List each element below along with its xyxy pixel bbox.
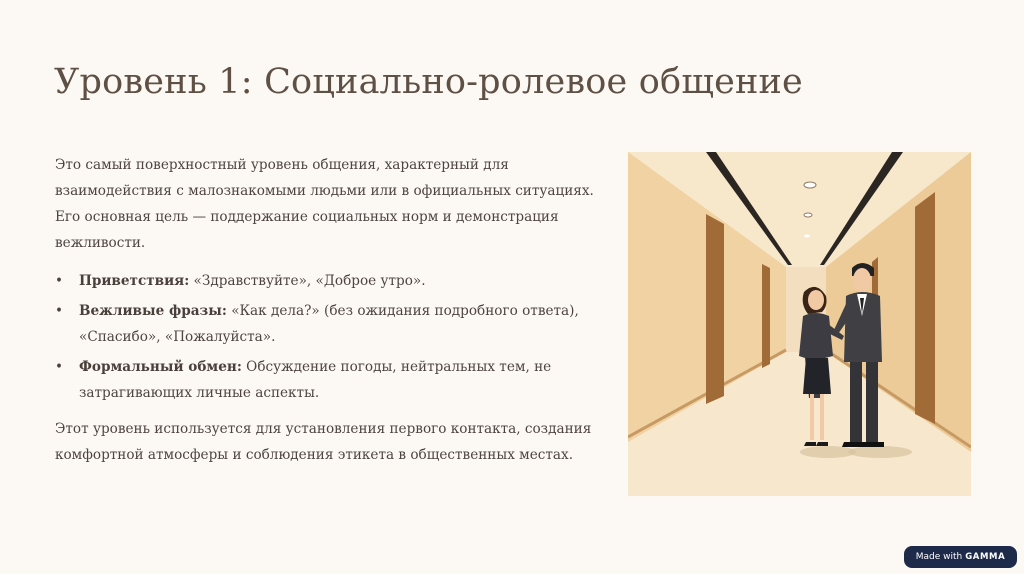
badge-prefix: Made with — [915, 552, 963, 562]
slide-title: Уровень 1: Социально-ролевое общение — [54, 62, 803, 102]
bullet-term: Приветствия: — [79, 273, 190, 289]
bullet-dot: • — [55, 273, 64, 289]
bullet-term: Формальный обмен: — [79, 359, 242, 375]
bullet-text: «Здравствуйте», «Доброе утро». — [189, 273, 426, 289]
bullet-dot: • — [55, 359, 64, 375]
bullet-list — [55, 268, 600, 406]
bullet-item-greetings — [55, 268, 600, 294]
bullet-item-polite-phrases — [55, 298, 600, 350]
intro-paragraph: Это самый поверхностный уровень общения, характерный для взаимодействия с малознакомыми людьми или в официальных ситуациях. Его основная цель — поддержание социальных норм и демонстрация вежливости. — [55, 157, 594, 251]
bullet-text: «Как дела?» (без ожидания подробного ответа), «Спасибо», «Пожалуйста». — [79, 303, 579, 345]
bullet-text: Обсуждение погоды, нейтральных тем, не затрагивающих личные аспекты. — [79, 359, 552, 401]
bullet-dot: • — [55, 303, 64, 319]
bullet-term: Вежливые фразы: — [79, 303, 227, 319]
outro-paragraph: Этот уровень используется для установления первого контакта, создания комфортной атмосферы и соблюдения этикета в общественных местах. — [55, 421, 592, 463]
bullet-item-formal-exchange — [55, 354, 600, 406]
corridor-illustration — [628, 152, 971, 496]
made-with-gamma-badge[interactable] — [904, 546, 1017, 568]
slide-body — [55, 152, 600, 468]
badge-brand: GAMMA — [965, 552, 1006, 562]
